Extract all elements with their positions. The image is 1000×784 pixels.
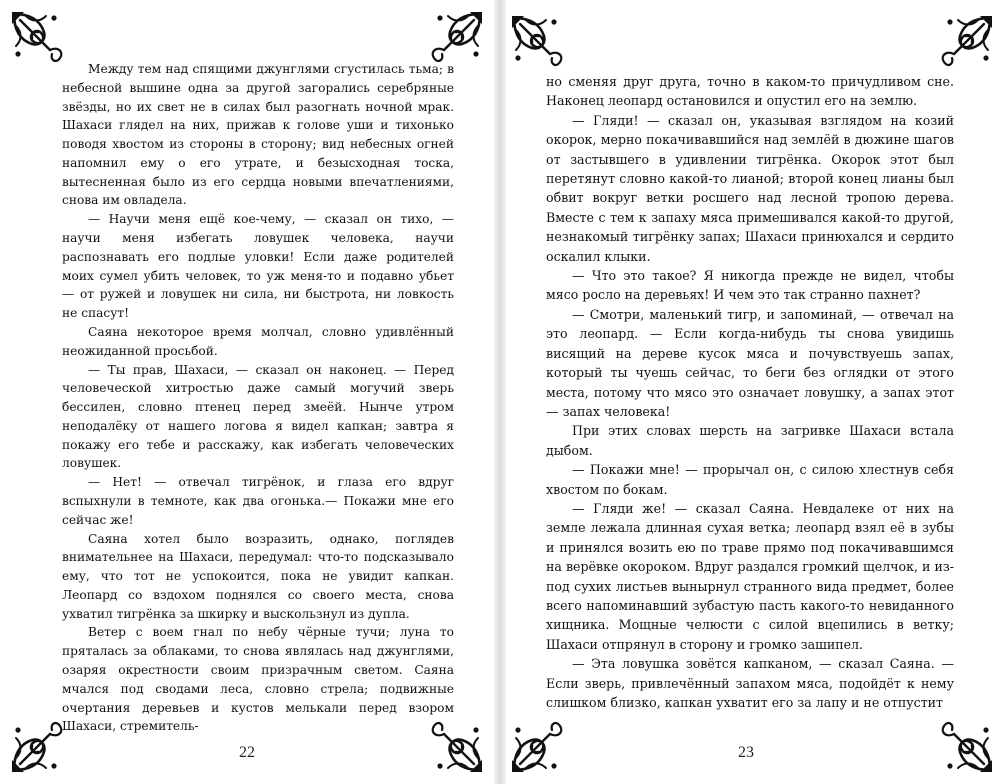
left-page-text [62,60,454,736]
paragraph: При этих словах шерсть на загривке Шахаси встала дыбом. [546,423,954,458]
left-page [0,0,494,784]
ornament-top-left-icon [510,14,568,72]
paragraph: — Покажи мне! — прорычал он, с силою хлестнув себя хвостом по бокам. [546,462,954,497]
ornament-top-left-icon [10,10,68,68]
paragraph: — Смотри, маленький тигр, и запоминай, — отвечал на это леопард. — Если когда-нибудь ты снова увидишь висящий на дереве кусок мяса и почувствуешь запах, который ты чуешь сейчас, то беги без оглядки от этого места, потому что мясо это означает ловушку, а запах этот — запах человека! [546,306,954,419]
ornament-bottom-left-icon [510,716,568,774]
right-page-text [546,72,954,712]
paragraph: Саяна хотел было возразить, однако, поглядев внимательнее на Шахаси, передумал: что-то подсказывало ему, что тот не успокоится, пока не увидит капкан. Леопард со вздохом поднялся со своего места, снова ухватил тигрёнка за шкирку и выскользнул из дупла. [62,531,454,621]
book-gutter [494,0,506,784]
paragraph: — Гляди! — сказал он, указывая взглядом на козий окорок, мерно покачивавшийся над землёй в дюжине шагов от застывшего в удивлении тигрёнка. Окорок этот был перетянут словно какой-то лианой; второй конец лианы был обвит вокруг ветки росшего над лесной тропою дерева. Вместе с тем к запаху мяса примешивался какой-то другой, незнакомый тигрёнку запах; Шахаси принюхался и сердито оскалил клыки. [546,112,954,264]
right-page [506,0,1000,784]
paragraph: — Нет! — отвечал тигрёнок, и глаза его вдруг вспыхнули в темноте, как два огонька.— Покажи мне его сейчас же! [62,475,454,527]
paragraph: — Научи меня ещё кое-чему, — сказал он тихо, — научи меня избегать ловушек человека, научи распознавать его подлые уловки! Если даже родителей моих сумел убить человек, то уж меня-то и подавно убьет — от ружей и ловушек ни сила, ни быстрота, ни ловкость не спасут! [62,212,454,321]
paragraph: — Что это такое? Я никогда прежде не видел, чтобы мясо росло на деревьях! И чем это так странно пахнет? [546,268,954,303]
paragraph: — Ты прав, Шахаси, — сказал он наконец. — Перед человеческой хитростью даже самый могучий зверь бессилен, словно птенец перед змеёй. Нынче утром неподалёку от нашего логова я видел капкан; завтра я покажу его тебе и расскажу, как избегать человеческих ловушек. [62,362,454,471]
page-number: 23 [738,744,754,761]
paragraph: но сменяя друг друга, точно в каком-то причудливом сне. Наконец леопард остановился и опустил его на землю. [546,74,954,109]
page-number: 22 [239,744,255,761]
ornament-bottom-right-icon [936,716,994,774]
ornament-top-right-icon [936,14,994,72]
ornament-bottom-left-icon [10,716,68,774]
paragraph: — Гляди же! — сказал Саяна. Невдалеке от них на земле лежала длинная сухая ветка; леопард взял её в зубы и принялся возить ею по траве прямо под покачивавшимся на верёвке окороком. Вдруг раздался громкий щелчок, и из-под сухих листьев вынырнул странного вида предмет, более всего напоминавший зубастую пасть какого-то невиданного хищника. Мощные челюсти с силой вцепились в ветку; Шахаси отпрянул в сторону и громко зашипел. [546,500,954,652]
paragraph: — Эта ловушка зовётся капканом, — сказал Саяна. — Если зверь, привлечённый запахом мяса, подойдёт к нему слишком близко, капкан ухватит его за лапу и не отпустит [546,656,954,710]
paragraph: Саяна некоторое время молчал, словно удивлённый неожиданной просьбой. [62,324,454,358]
paragraph: Ветер с воем гнал по небу чёрные тучи; луна то пряталась за облаками, то снова являлась над джунглями, озаряя окрестности своим призрачным светом. Саяна мчался под сводами леса, словно стрела; подвижные очертания деревьев и кустов мелькали перед взором Шахаси, стремитель- [62,625,454,734]
paragraph: Между тем над спящими джунглями сгустилась тьма; в небесной вышине одна за другой загорались серебряные звёзды, но их свет не в силах был разогнать ночной мрак. Шахаси глядел на них, прижав к голове уши и тихонько поводя хвостом из стороны в сторону; вид небесных огней напомнил ему о его утрате, и безысходная тоска, вытесненная было из его сердца новыми впечатлениями, снова им овладела. [62,62,454,208]
